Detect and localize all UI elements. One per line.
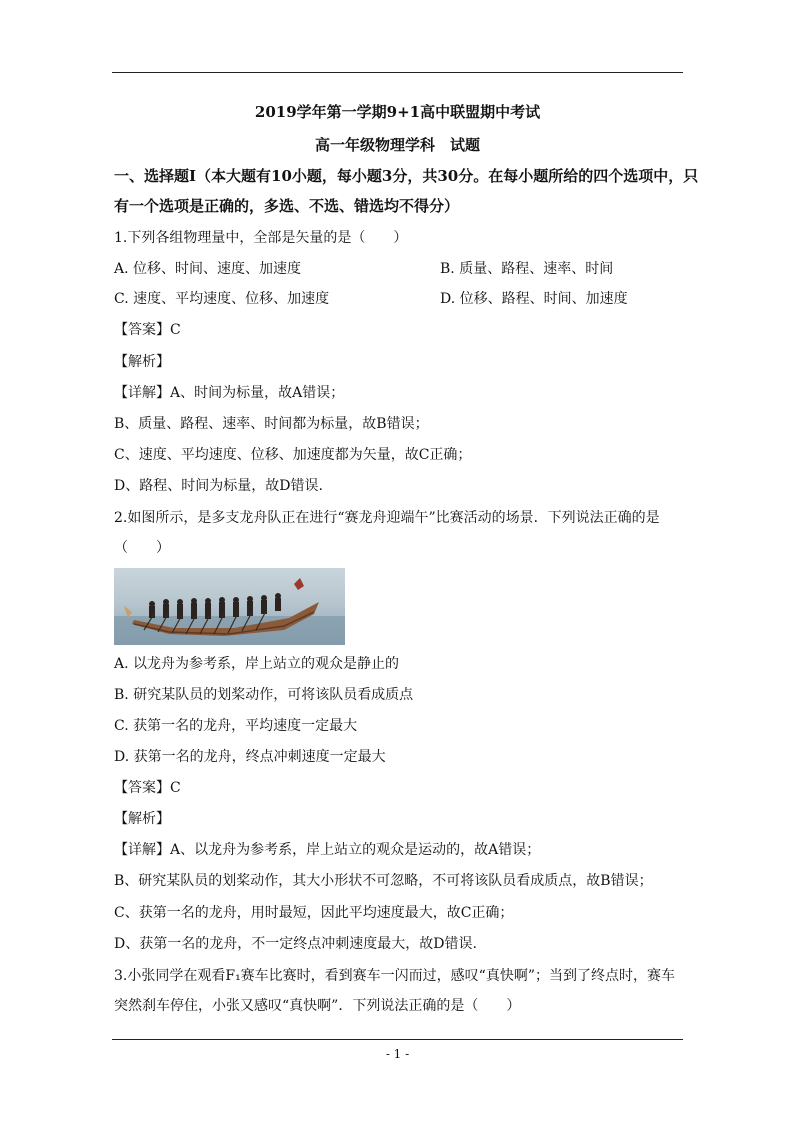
q1-detail-1: 【详解】A、时间为标量，故A错误； (114, 385, 345, 401)
q1-stem: 1.下列各组物理量中，全部是矢量的是（ ） (114, 230, 408, 246)
q1-answer: 【答案】C (114, 322, 181, 338)
q1-detail-2: B、质量、路程、速率、时间都为标量，故B错误； (114, 416, 429, 432)
q1-detail-4: D、路程、时间为标量，故D错误. (114, 478, 323, 494)
q2-detail-3: C、获第一名的龙舟，用时最短，因此平均速度最大，故C正确； (114, 905, 514, 921)
section-heading-line-1: 一、选择题Ⅰ（本大题有10小题，每小题3分，共30分。在每小题所给的四个选项中，只 (114, 167, 699, 185)
q1-analysis-label: 【解析】 (114, 354, 170, 370)
page-number: - 1 - (385, 1047, 410, 1061)
q1-option-d: D. 位移、路程、时间、加速度 (440, 291, 628, 307)
footer-rule (112, 1039, 683, 1040)
dragon-boat-photo (114, 568, 345, 645)
q2-stem-line-2: （ ） (114, 540, 170, 556)
q1-option-b: B. 质量、路程、速率、时间 (440, 261, 614, 277)
q2-option-b: B. 研究某队员的划桨动作，可将该队员看成质点 (114, 687, 414, 703)
q2-stem-line-1: 2.如图所示，是多支龙舟队正在进行“赛龙舟迎端午”比赛活动的场景．下列说法正确的是 (114, 510, 660, 526)
q1-detail-3: C、速度、平均速度、位移、加速度都为矢量，故C正确； (114, 447, 472, 463)
q2-detail-2: B、研究某队员的划桨动作，其大小形状不可忽略，不可将该队员看成质点，故B错误； (114, 873, 653, 889)
q1-option-c: C. 速度、平均速度、位移、加速度 (114, 291, 330, 307)
q1-option-a: A. 位移、时间、速度、加速度 (114, 261, 302, 277)
q3-stem-line-1: 3.小张同学在观看F₁赛车比赛时，看到赛车一闪而过，感叹“真快啊”；当到了终点时，赛车 (114, 968, 675, 984)
q2-answer: 【答案】C (114, 780, 181, 796)
exam-subtitle: 高一年级物理学科 试题 (314, 136, 480, 154)
section-heading-line-2: 有一个选项是正确的，多选、不选、错选均不得分） (114, 197, 460, 215)
q2-option-c: C. 获第一名的龙舟，平均速度一定最大 (114, 718, 358, 734)
q2-detail-1: 【详解】A、以龙舟为参考系，岸上站立的观众是运动的，故A错误； (114, 842, 541, 858)
exam-title: 2019学年第一学期9+1高中联盟期中考试 (254, 103, 541, 121)
q3-stem-line-2: 突然刹车停住，小张又感叹“真快啊”．下列说法正确的是（ ） (114, 998, 521, 1014)
q2-detail-4: D、获第一名的龙舟，不一定终点冲刺速度最大，故D错误. (114, 936, 477, 952)
q2-option-a: A. 以龙舟为参考系，岸上站立的观众是静止的 (114, 656, 400, 672)
header-rule (112, 72, 683, 73)
q2-option-d: D. 获第一名的龙舟，终点冲刺速度一定最大 (114, 749, 386, 765)
q2-analysis-label: 【解析】 (114, 811, 170, 827)
